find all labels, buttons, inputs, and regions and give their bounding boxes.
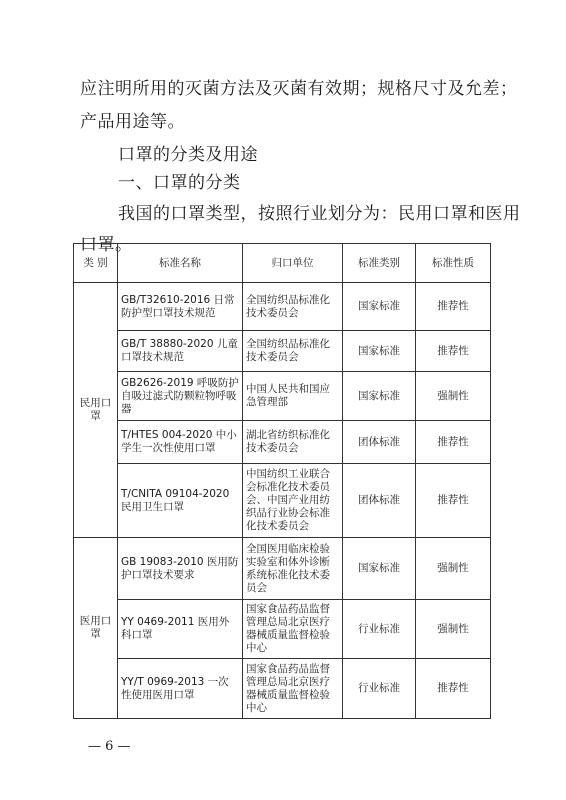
category-cell: 民用口罩 — [74, 283, 118, 538]
nature-cell: 推荐性 — [416, 283, 491, 331]
section-heading: 口罩的分类及用途 — [118, 145, 258, 165]
nature-cell: 强制性 — [416, 600, 491, 659]
type-cell: 国家标准 — [343, 372, 416, 421]
header-category: 类 别 — [74, 244, 118, 283]
unit-cell: 全国纺织品标准化技术委员会 — [243, 283, 343, 331]
table-row — [74, 283, 491, 331]
table-header-row — [74, 244, 491, 283]
paragraph-line: 口罩。 — [80, 235, 133, 255]
table-row — [74, 464, 491, 538]
standard-name-cell: GB2626-2019 呼吸防护自吸过滤式防颗粒物呼吸器 — [118, 372, 243, 421]
table-row — [74, 421, 491, 464]
unit-cell: 国家食品药品监督管理总局北京医疗器械质量监督检验中心 — [243, 659, 343, 719]
standard-name-cell: GB 19083-2010 医用防护口罩技术要求 — [118, 538, 243, 600]
type-cell: 国家标准 — [343, 538, 416, 600]
type-cell: 团体标准 — [343, 464, 416, 538]
standard-name-cell: T/CNITA 09104-2020 民用卫生口罩 — [118, 464, 243, 538]
header-standard-nature: 标准性质 — [416, 244, 491, 283]
nature-cell: 强制性 — [416, 372, 491, 421]
header-standard-type: 标准类别 — [343, 244, 416, 283]
type-cell: 团体标准 — [343, 421, 416, 464]
page-number: — 6 — — [88, 739, 131, 754]
standard-name-cell: GB/T32610-2016 日常防护型口罩技术规范 — [118, 283, 243, 331]
header-responsible-unit: 归口单位 — [243, 244, 343, 283]
type-cell: 行业标准 — [343, 600, 416, 659]
category-cell: 医用口罩 — [74, 538, 118, 719]
standard-name-cell: GB/T 38880-2020 儿童口罩技术规范 — [118, 331, 243, 372]
header-standard-name: 标准名称 — [118, 244, 243, 283]
unit-cell: 中国纺织工业联合会标准化技术委员会、中国产业用纺织品行业协会标准化技术委员会 — [243, 464, 343, 538]
standard-name-cell: YY 0469-2011 医用外科口罩 — [118, 600, 243, 659]
table-row — [74, 538, 491, 600]
unit-cell: 湖北省纺织标准化技术委员会 — [243, 421, 343, 464]
nature-cell: 推荐性 — [416, 464, 491, 538]
body-text-line: 产品用途等。 — [80, 112, 185, 132]
unit-cell: 全国纺织品标准化技术委员会 — [243, 331, 343, 372]
table-row — [74, 600, 491, 659]
paragraph-line: 我国的口罩类型，按照行业划分为：民用口罩和医用 — [118, 204, 521, 224]
type-cell: 国家标准 — [343, 283, 416, 331]
unit-cell: 中国人民共和国应急管理部 — [243, 372, 343, 421]
table-row — [74, 331, 491, 372]
unit-cell: 国家食品药品监督管理总局北京医疗器械质量监督检验中心 — [243, 600, 343, 659]
subsection-heading: 一、口罩的分类 — [118, 173, 241, 193]
type-cell: 国家标准 — [343, 331, 416, 372]
table-row — [74, 659, 491, 719]
mask-standards-table — [73, 243, 491, 719]
nature-cell: 推荐性 — [416, 331, 491, 372]
nature-cell: 强制性 — [416, 538, 491, 600]
standard-name-cell: T/HTES 004-2020 中小学生一次性使用口罩 — [118, 421, 243, 464]
standard-name-cell: YY/T 0969-2013 一次性使用医用口罩 — [118, 659, 243, 719]
unit-cell: 全国医用临床检验实验室和体外诊断系统标准化技术委员会 — [243, 538, 343, 600]
table-row — [74, 372, 491, 421]
body-text-line: 应注明所用的灭菌方法及灭菌有效期；规格尺寸及允差； — [80, 79, 518, 99]
nature-cell: 推荐性 — [416, 659, 491, 719]
nature-cell: 推荐性 — [416, 421, 491, 464]
type-cell: 行业标准 — [343, 659, 416, 719]
